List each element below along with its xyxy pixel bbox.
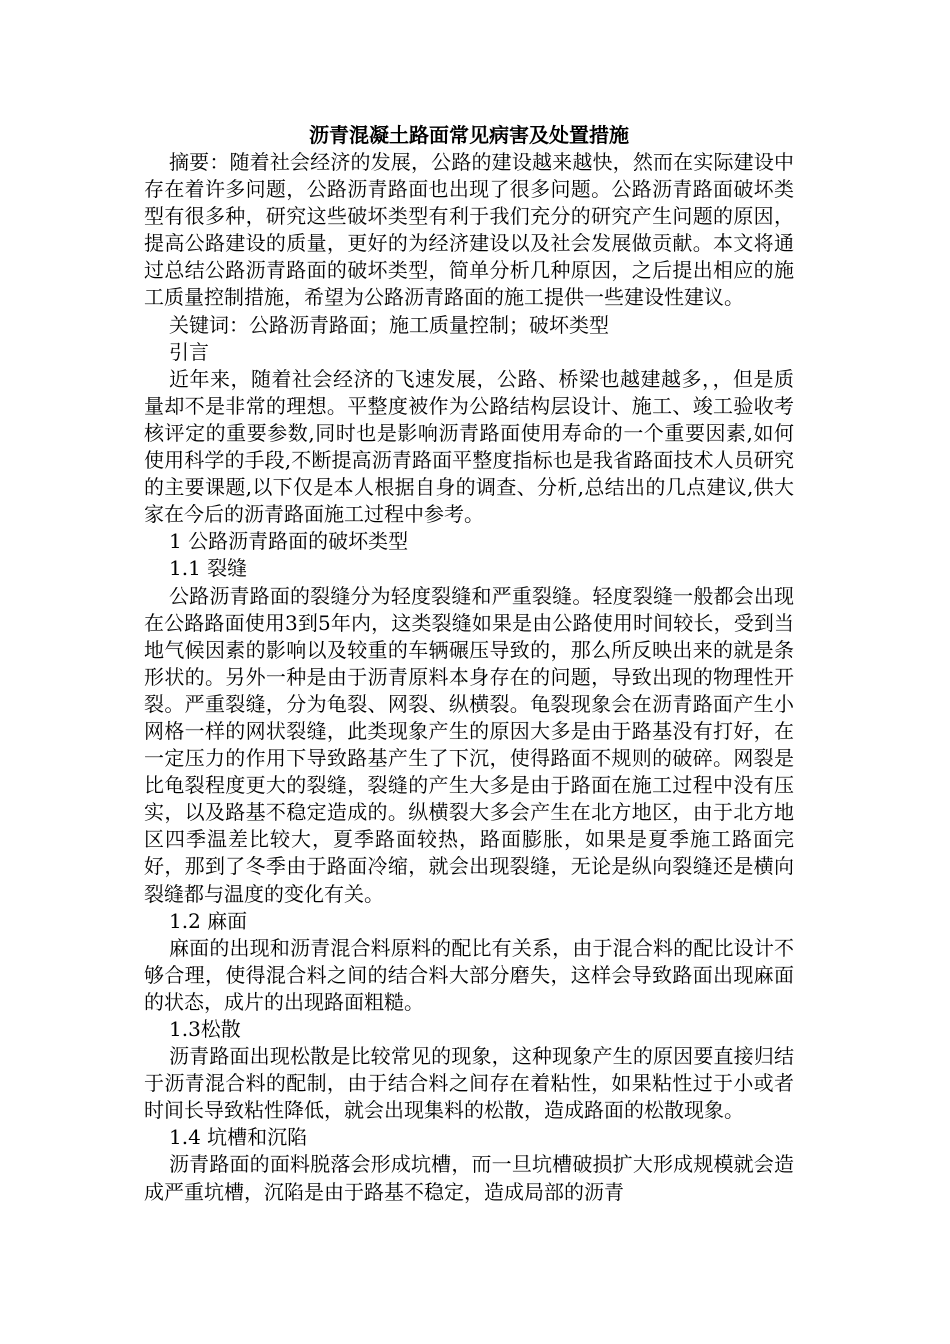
section-1-1-heading: 1.1 裂缝 — [169, 556, 248, 581]
section-1-3-heading: 1.3松散 — [169, 1017, 241, 1041]
section-1-4-paragraph: 沥青路面的面料脱落会形成坑槽，而一旦坑槽破损扩大形成规模就会造成严重坑槽，沉陷是由于路基不稳定，造成局部的沥青 — [144, 1152, 794, 1204]
section-1-heading: 1 公路沥青路面的破坏类型 — [169, 529, 409, 554]
section-1-2-heading: 1.2 麻面 — [169, 908, 248, 933]
section-1-3-paragraph: 沥青路面出现松散是比较常见的现象，这种现象产生的原因要直接归结于沥青混合料的配制，由于结合料之间存在着粘性，如果粘性过于小或者时间长导致粘性降低，就会出现集料的松散，造成路面的松散现象。 — [144, 1044, 794, 1123]
intro-heading: 引言 — [169, 339, 209, 364]
section-1-1-paragraph: 公路沥青路面的裂缝分为轻度裂缝和严重裂缝。轻度裂缝一般都会出现在公路路面使用3到5年内，这类裂缝如果是由公路使用时间较长，受到当地气候因素的影响以及较重的车辆碾压导致的，那么所反映出来的就是条形状的。另外一种是由于沥青原料本身存在的问题，导致出现的物理性开裂。严重裂缝，分为龟裂、网裂、纵横裂。龟裂现象会在沥青路面产生小网格一样的网状裂缝，此类现象产生的原因大多是由于路基没有打好，在一定压力的作用下导致路基产生了下沉，使得路面不规则的破碎。网裂是比龟裂程度更大的裂缝，裂缝的产生大多是由于路面在施工过程中没有压实，以及路基不稳定造成的。纵横裂大多会产生在北方地区，由于北方地区四季温差比较大，夏季路面较热，路面膨胀，如果是夏季施工路面完好，那到了冬季由于路面冷缩，就会出现裂缝，无论是纵向裂缝还是横向裂缝都与温度的变化有关。 — [144, 583, 794, 906]
section-1-2-paragraph: 麻面的出现和沥青混合料原料的配比有关系，由于混合料的配比设计不够合理，使得混合料之间的结合料大部分磨失，这样会导致路面出现麻面的状态，成片的出现路面粗糙。 — [144, 935, 794, 1014]
abstract-paragraph: 摘要：随着社会经济的发展，公路的建设越来越快，然而在实际建设中存在着许多问题，公路沥青路面也出现了很多问题。公路沥青路面破坏类型有很多种，研究这些破坏类型有利于我们充分的研究产生问题的原因，提高公路建设的质量，更好的为经济建设以及社会发展做贡献。本文将通过总结公路沥青路面的破坏类型，简单分析几种原因，之后提出相应的施工质量控制措施，希望为公路沥青路面的施工提供一些建设性建议。 — [144, 150, 794, 310]
intro-paragraph: 近年来，随着社会经济的飞速发展，公路、桥梁也越建越多，，但是质量却不是非常的理想。平整度被作为公路结构层设计、施工、竣工验收考核评定的重要参数,同时也是影响沥青路面使用寿命的一个重要因素,如何使用科学的手段,不断提高沥青路面平整度指标也是我省路面技术人员研究的主要课题,以下仅是本人根据自身的调查、分析,总结出的几点建议,供大家在今后的沥青路面施工过程中参考。 — [144, 366, 794, 527]
keywords-line: 关键词：公路沥青路面；施工质量控制；破坏类型 — [169, 312, 609, 337]
section-1-4-heading: 1.4 坑槽和沉陷 — [169, 1125, 308, 1150]
document-title: 沥青混凝土路面常见病害及处置措施 — [309, 123, 629, 147]
document-page — [144, 122, 794, 1206]
